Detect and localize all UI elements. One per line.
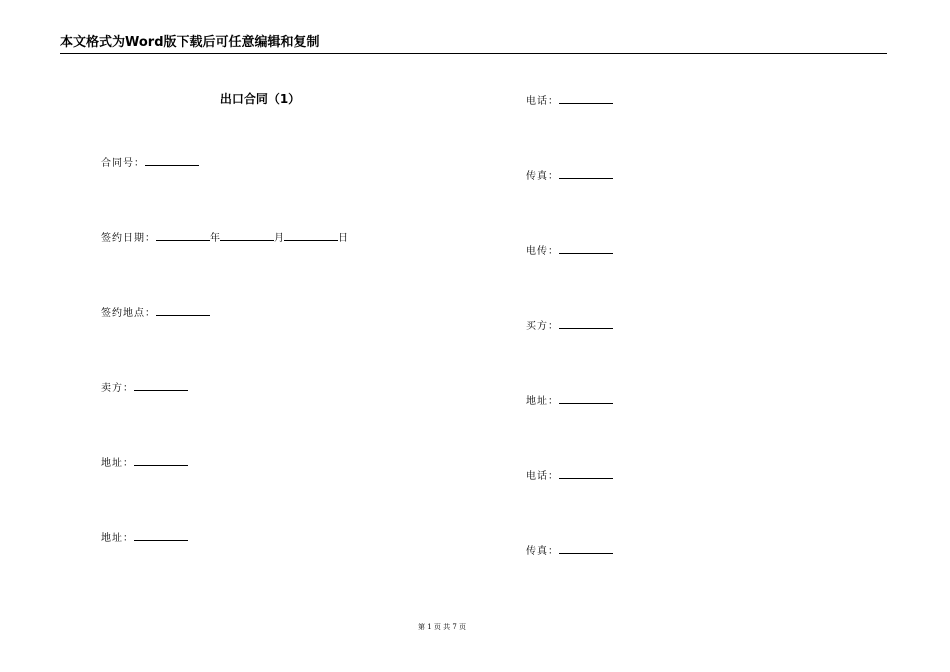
buyer-field	[526, 319, 613, 333]
year-blank[interactable]	[156, 231, 210, 241]
buyer-phone-field	[526, 469, 613, 483]
year-unit: 年	[210, 233, 220, 244]
buyer-fax-field	[526, 544, 613, 558]
seller-telex-label: 电传：	[526, 246, 559, 257]
buyer-blank[interactable]	[559, 319, 613, 329]
signing-place-label: 签约地点：	[101, 308, 156, 319]
day-blank[interactable]	[284, 231, 338, 241]
seller-address-2-blank[interactable]	[134, 531, 188, 541]
seller-telex-field	[526, 244, 613, 258]
page-number: 第 1 页 共 7 页	[417, 623, 467, 631]
month-blank[interactable]	[220, 231, 274, 241]
day-unit: 日	[338, 233, 348, 244]
buyer-label: 买方：	[526, 321, 559, 332]
seller-address-blank[interactable]	[134, 456, 188, 466]
buyer-address-field	[526, 394, 613, 408]
seller-address-label: 地址：	[101, 458, 134, 469]
buyer-fax-label: 传真：	[526, 546, 559, 557]
seller-fax-blank[interactable]	[559, 169, 613, 179]
seller-phone-label: 电话：	[526, 96, 559, 107]
seller-label: 卖方：	[101, 383, 134, 394]
seller-fax-label: 传真：	[526, 171, 559, 182]
seller-address-2-field	[101, 531, 188, 545]
buyer-phone-blank[interactable]	[559, 469, 613, 479]
seller-fax-field	[526, 169, 613, 183]
seller-address-field	[101, 456, 188, 470]
buyer-address-blank[interactable]	[559, 394, 613, 404]
page-header	[60, 35, 887, 54]
buyer-fax-blank[interactable]	[559, 544, 613, 554]
contract-number-label: 合同号：	[101, 158, 145, 169]
buyer-phone-label: 电话：	[526, 471, 559, 482]
document-title: 出口合同（1）	[219, 92, 301, 106]
seller-phone-blank[interactable]	[559, 94, 613, 104]
seller-phone-field	[526, 94, 613, 108]
month-unit: 月	[274, 233, 284, 244]
signing-date-field	[101, 231, 348, 245]
contract-number-blank[interactable]	[145, 156, 199, 166]
contract-number-field	[101, 156, 199, 170]
signing-place-blank[interactable]	[156, 306, 210, 316]
seller-field	[101, 381, 188, 395]
signing-date-label: 签约日期：	[101, 233, 156, 244]
seller-telex-blank[interactable]	[559, 244, 613, 254]
signing-place-field	[101, 306, 210, 320]
buyer-address-label: 地址：	[526, 396, 559, 407]
header-text: 本文格式为Word版下载后可任意编辑和复制	[60, 35, 320, 50]
seller-blank[interactable]	[134, 381, 188, 391]
seller-address-2-label: 地址：	[101, 533, 134, 544]
